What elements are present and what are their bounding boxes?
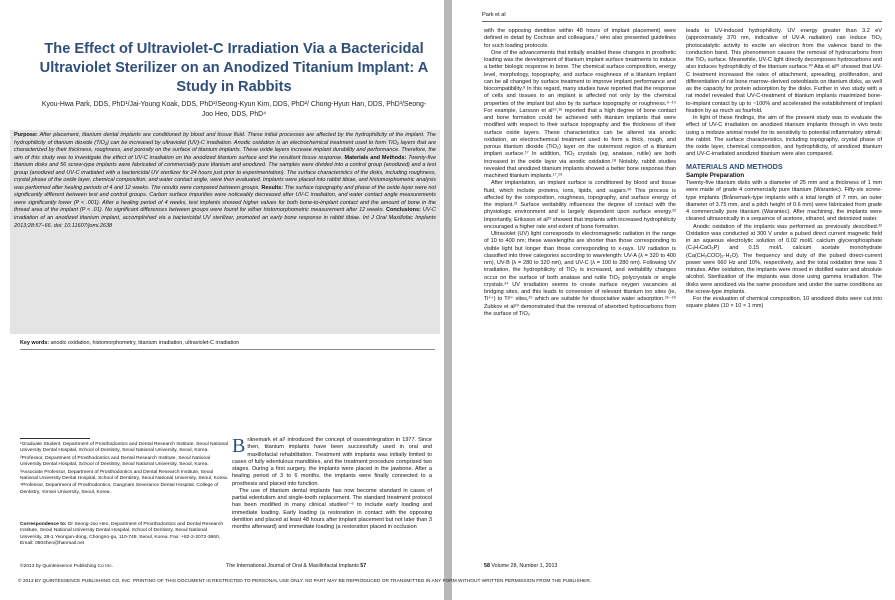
body-paragraph-1: [232, 437, 432, 488]
methods-paragraph-1: Twenty-five titanium disks with a diameter of 25 mm and a thickness of 1 mm were made of grade 4 commercially pure titanium (Warantec). Fifty-six screw-type implants (Brånemark-type implants with a total length of 7 mm, an outer diameter of 3.75 mm, and a pitch height of 0.6 mm) were fabricated from grade 4 commercially pure titanium (Warantec). After machining, the implants were cleaned ultrasonically in a sequence of acetone, ethanol, and deionized water.: [686, 180, 882, 223]
page-gutter: [444, 0, 452, 600]
affiliation-rule: [20, 438, 90, 439]
col2-paragraph-2: In light of these findings, the aim of the present study was to evaluate the effect of UV-C irradiation on anodized titanium implants through in vivo tests using a midsize animal model for its sensitivity to potential inflammatory stimuli: the rabbit. The surface characteristics, including topography, crystal phase of the oxide layer, chemical composition, and hydrophilicity, of anodized titanium and UV-C-irradiated anodized titanium were also compared.: [686, 115, 882, 158]
page-number-right: 58: [484, 563, 490, 569]
keywords: [20, 340, 435, 350]
article-title: The Effect of Ultraviolet-C Irradiation Via a Bactericidal Ultraviolet Sterilizer on an Anodized Titanium Implant: A Study in Rabbits: [39, 41, 429, 95]
col1-paragraph-4: Ultraviolet (UV) light corresponds to electromagnetic radiation in the range of 10 to 400 nm; these wavelengths are shorter than those corresponding to visible light but longer than those corresponding to x-rays. UV radiation is classified into three categories according to wavelength: UV-A (λ = 320 to 400 nm), UV-B (λ = 280 to 320 nm), and UV-C (λ = 100 to 280 nm). Following UV irradiation, the hydrophilicity of TiO₂ is increased, and wettability changes occur on the surface of both anatase and rutile TiO₂ polycrystals or single crystals.²⁴ UV irradiation seems to create surface oxygen vacancies at bridging sites, and this leads to conversion of relevant titanium ion sites (ie, Ti⁴⁺) to Ti³⁺ sites,²⁵ which are suitable for dissociative water adsorption.²⁶⁻²⁹ Zubkov et al²⁹ demonstrated that the removal of absorbed hydrocarbons from the surface of TiO₂: [484, 231, 676, 317]
abstract-purpose-label: Purpose:: [14, 132, 38, 138]
abstract-purpose-text: After placement, titanium dental implants are conditioned by blood and tissue fluid. These initial processes are affected by the hydrophilicity of the implant. The hydrophilicity of titanium dioxide (TiO₂) can be increased by ultraviolet (UV)-C irradiation. Anodic oxidation is an electrochemical treatment used to form TiO₂ layers that are characterized by their thickness, roughness, and porosity on the surface of titanium implants. These oxide layers increase implant durability and performance. Therefore, the aim of this study was to investigate the effect of UV-C irradiation on the anodized titanium surface and the resultant tissue response.: [14, 132, 436, 161]
abstract-methods-text: Twenty-five titanium disks and 56 screw-type implants were fabricated of commercially pure titanium and anodized. The samples were divided into a control group (anodized) and a test group (anodized and UV-C irradiated with a bactericidal UV sterilizer for 24 hours just prior to experimentation). The surface characteristics of the disks, including roughness, crystal phase of the oxide layer, chemical composition, and water contact angle, were then evaluated. Implants were placed into rabbit tibiae, and histomorphometric analysis was performed after healing periods of 4 and 12 weeks. The results were compared between groups.: [14, 154, 437, 191]
running-head: Park et al: [482, 12, 506, 18]
body-paragraph-2: The use of titanium dental implants has now become standard in cases of partial edentulism and single-tooth replacement. The standard treatment protocol has been modified in many clinical studies²⁻⁶ to include early loading and immediate loading. Early loading (a restoration in contact with the opposing dentition and placed at least 48 hours after implant placement but not later than 3 months afterward) and immediate loading (a restoration placed in occlusion: [232, 487, 432, 530]
col1-paragraph-2: One of the advancements that initially enabled these changes in prosthetic loading was the development of titanium implant surface treatments to induce a better biologic response in bone. The chemical surface composition, energy level, morphology, topography, and surface roughness of a titanium implant can be all changed by surface treatment to improve implant performance and biocompatibility.⁸ In this regard, many studies have reported that the response of cells and tissues to an implant is affected not only by the chemical properties of the implant but also by its surface topography or roughness.⁹⁻¹⁴ For example, Larsson et al¹⁵,¹⁶ reported that a high degree of bone contact and bone formation could be achieved with titanium implants that were modified with respect to their surface topography and the thickness of their surface oxide layers. These characteristics can be altered via anodic oxidation, an electrochemical treatment used to form a thick, rough, and porous titanium dioxide (TiO₂) layer on the outermost region of a titanium implant surface.¹⁷ In addition, TiO₂ crystals (eg, anatase, rutile) are both increased in the oxide layer via anodic oxidation.¹⁸ Notably, rabbit studies revealed that anodized titanium implants showed a better bone response than machined titanium implants.¹⁷,¹⁹: [484, 49, 676, 179]
footer-volume: Volume 28, Number 1, 2013: [491, 563, 558, 569]
affiliations: [20, 438, 230, 497]
left-page: [0, 0, 444, 600]
abstract-conclusions-label: Conclusions:: [386, 207, 421, 214]
page-number-left: 57: [360, 563, 367, 569]
left-footer: [226, 563, 366, 569]
right-page: [452, 0, 895, 600]
col2-paragraph-1: leads to UV-induced hydrophilicity. UV energy greater than 3.2 eV (approximately 370 nm, indicative of UV-A radiation) can induce TiO₂ photocatalytic activity to excite an electron from the valence band to the conduction band. This phenomenon causes the removal of hydrocarbons from the TiO₂ surface. Meanwhile, UV-C light directly decomposes hydrocarbons and also induces hydrophilicity of the titanium surface.³⁰ Aita et al³¹ showed that UV-C treatment increased the rates of attachment, spreading, proliferation, and differentiation of rat bone marrow–derived osteoblasts on titanium disks, as well as the capacity for protein adsorption by the disks. Further in vivo study with a rat model revealed that UV-C-treatment of titanium implants maximized bone-to-implant contact by up to ~100% and accelerated the establishment of implant fixation by as much as fourfold.: [686, 28, 882, 114]
keywords-text: anodic oxidation, histomorphometry, titanium irradiation, ultraviolet-C irradiation: [50, 340, 240, 346]
footer-journal-name: The International Journal of Oral & Maxillofacial Implants: [226, 563, 359, 569]
correspondence-label: Correspondence to:: [20, 522, 67, 527]
col1-paragraph-1: with the opposing dentition within 48 hours of implant placement) were defined in detail by Cochran and colleagues,⁷ who also presented guidelines for such loading protocols.: [484, 28, 676, 49]
correspondence: [20, 522, 230, 548]
col1-paragraph-3: After implantation, an implant surface is conditioned by blood and tissue fluid, which include proteins, ions, lipids, and sugars.²⁰ This process is affected by the composition, roughness, topography, and surface energy of the implant.²¹ Surface wettability influences the degree of contact with the physiologic environment and is largely dependent upon surface energy.²² Importantly, Eriksson et al²³ showed that implants with increased hydrophilicity encouraged a higher rate and extent of bone formation.: [484, 180, 676, 230]
keywords-label: Key words:: [20, 340, 50, 346]
abstract-results-label: Results:: [261, 184, 284, 191]
abstract-conclusions-text: UV-C irradiation of an anodized titanium implant, accomplished via a bactericidal UV sterilizer, promoted an early bone response in rabbit tibiae.: [14, 207, 437, 222]
methods-paragraph-3: For the evaluation of chemical composition, 10 anodized disks were cut into square plates (10 × 10 × 1 mm): [686, 296, 882, 310]
affiliation-1: ¹Graduate Student, Department of Prosthodontics and Dental Research Institute, Seoul National University Dental Hospital, School of Dentistry, Seoul National University, Seoul, Korea.: [20, 442, 228, 454]
abstract-methods-label: Materials and Methods:: [344, 154, 407, 161]
abstract-box: [10, 130, 440, 334]
right-column-1: [484, 28, 676, 558]
section-heading-materials-methods: MATERIALS AND METHODS: [686, 161, 783, 171]
subsection-heading-sample-preparation: Sample Preparation: [686, 171, 745, 179]
correspondence-text: Dr Seong-Joo Heo, Department of Prosthodontics and Dental Research Institute, Seoul National University Dental Hospital, School of Dentistry, Seoul National University, 28-1 Yeongun-dong, Chongno-gu, 110-749, Seoul, Korea. Fax: +82-2-2072-3860. Email: 0504heo@hanmail.net: [20, 522, 224, 547]
author-list: Kyou-Hwa Park, DDS, PhD¹/Jai-Young Koak, DDS, PhD²/Seong-Kyun Kim, DDS, PhD²/ Chong-Hyun Han, DDS, PhD³/Seong-Joo Heo, DDS, PhD⁴: [41, 101, 427, 118]
abstract-results-text: The surface topography and phase of the oxide layer were not significantly different between test and control groups. Carbon surface impurities were noticeably decreased after UV-C irradiation, and water contact angle measurements were significantly lower (P < .001). After a healing period of 4 weeks, test implants showed higher values for both bone-to-implant contact and the amount of bone in the thread area of the implant (P < .01). No significant differences between groups were found for either histomorphometric measurement after 12 weeks.: [14, 184, 436, 214]
body-paragraph-1-text: rånemark et al¹ introduced the concept of osseointegration in 1977. Since then, titanium implants have been successfully used in oral and maxillofacial rehabilitation. Treatment with implants was initially limited to cases of fully edentulous mandibles, and the treatment procedure comprised two stages. During a first surgery, the implants were placed in the jawbone. After a healing period of 3 to 6 months, the implants were finally connected to a prosthesis and placed into function.: [232, 437, 432, 487]
affiliation-3: ³Associate Professor, Department of Prosthodontics and Dental Research Institute, Seoul National University Dental Hospital, School of Dentistry, Seoul National University, Seoul, Korea.: [20, 469, 229, 482]
affiliation-4: ⁴Professor, Department of Prosthodontics, Gangnam Severance Dental Hospital, College of Dentistry, Yonsei University, Seoul, Korea.: [20, 483, 219, 495]
drop-cap: B: [232, 437, 246, 457]
methods-paragraph-2: Anodic oxidation of the implants was performed as previously described.³² Oxidation was conducted at 300 V under a pulsed direct current magnetic field in an aqueous electrolytic solution of 0.02 mol/L calcium glycerophosphate (C₃H₇CaO₆P) and 0.15 mol/L calcium acetate monohydrate (Ca(CH₃COO)₂·H₂O). The frequency and duty of the pulsed direct-current power were 660 Hz and 10%, respectively, and the total oxidation time was 3 minutes. After oxidation, the implants were rinsed in distilled water and absolute alcohol. Sterilization of the implants was done using gamma irradiation. The disks were anodized via the same procedure and under the same conditions as the screw-type implants.: [686, 223, 882, 295]
header-rule: [482, 21, 882, 22]
right-column-2: [686, 28, 882, 558]
abstract-citation: Int J Oral Maxillofac Implants 2013;28:57–66. doi: 10.11607/jomi.2638: [14, 215, 436, 229]
publisher-copyright: ©2013 by Quintessence Publishing Co Inc.: [20, 564, 114, 569]
left-body-column: [232, 437, 432, 559]
copyright-notice: © 2013 BY QUINTESSENCE PUBLISHING CO, INC. PRINTING OF THIS DOCUMENT IS RESTRICTED TO PERSONAL USE ONLY. NO PART MAY BE REPRODUCED OR TRANSMITTED IN ANY FORM WITHOUT WRITTEN PERMISSION FROM THE PUBLISHER.: [18, 579, 592, 584]
right-footer: [484, 563, 557, 569]
affiliation-2: ²Professor, Department of Prosthodontics and Dental Research Institute, Seoul National University Dental Hospital, School of Dentistry, Seoul National University, Seoul, Korea.: [20, 455, 211, 468]
